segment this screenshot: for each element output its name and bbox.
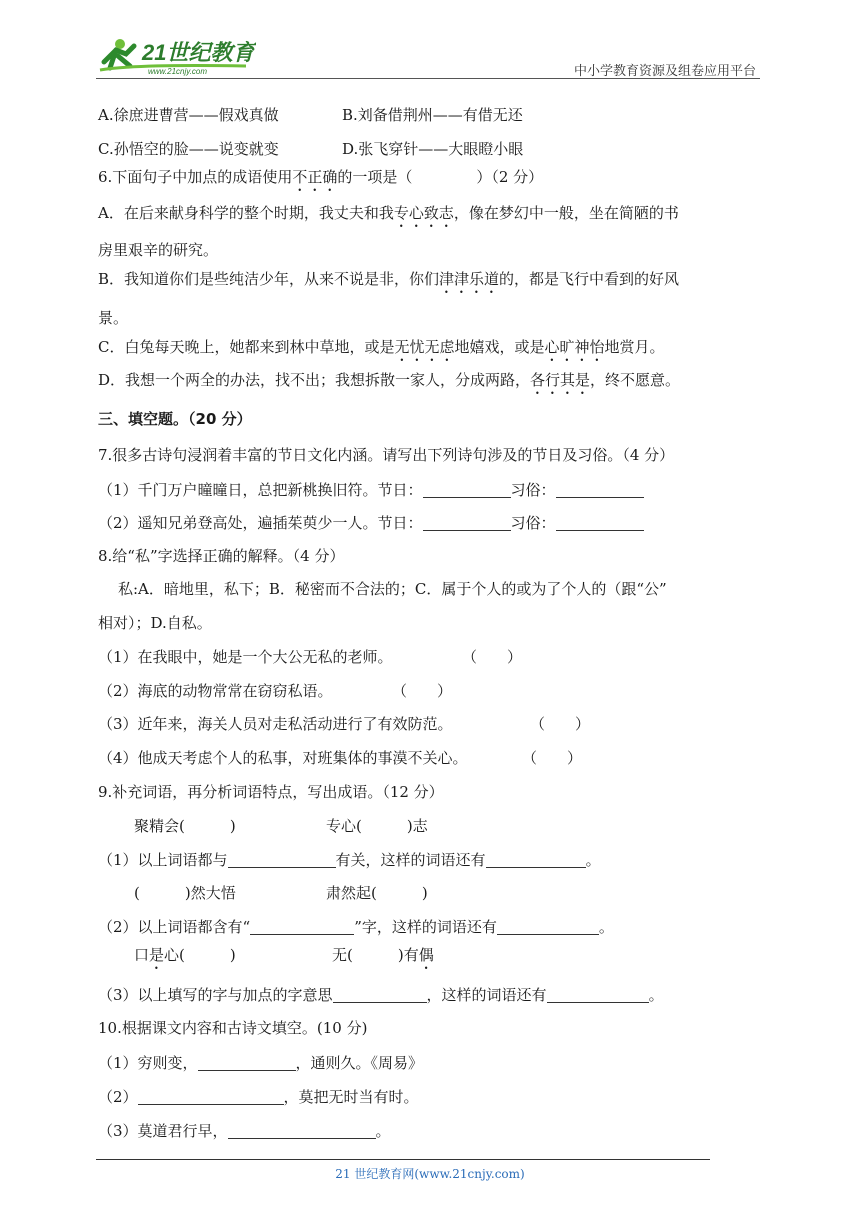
q9-word-5[interactable]: 口是心( )	[134, 946, 236, 964]
q5-option-c: C.孙悟空的脸——说变就变	[98, 140, 279, 158]
q8-answer-4[interactable]: （ ）	[522, 749, 583, 767]
q6-stem: 6.下面句子中加点的成语使用不正确的一项是（ ）（2 分）	[98, 168, 544, 186]
q10-item-3: （3）莫道君行早， 。	[98, 1122, 391, 1140]
q7-item-2: （2）遥知兄弟登高处，遍插茱萸少一人。节日： 习俗：	[98, 513, 644, 533]
footer-divider	[96, 1159, 710, 1160]
answer-blank[interactable]	[333, 986, 427, 1003]
q8-item-2: （2）海底的动物常常在窃窃私语。	[98, 682, 333, 700]
q6-emphasis: 不正确	[292, 168, 338, 186]
svg-text:www.21cnjy.com: www.21cnjy.com	[148, 67, 207, 76]
custom-blank[interactable]	[556, 514, 644, 531]
q8-answer-3[interactable]: （ ）	[530, 715, 591, 733]
q9-word-6[interactable]: 无( )有偶	[332, 946, 434, 964]
footer-link[interactable]: 21 世纪教育网(www.21cnjy.com)	[335, 1167, 525, 1181]
custom-blank[interactable]	[556, 481, 644, 498]
festival-blank[interactable]	[423, 514, 511, 531]
running-man-logo-icon	[96, 36, 256, 76]
q9-word-3[interactable]: ( )然大悟	[134, 884, 236, 902]
q10-stem: 10.根据课文内容和古诗文填空。(10 分)	[98, 1019, 368, 1037]
q8-item-3: （3）近年来，海关人员对走私活动进行了有效防范。	[98, 715, 453, 733]
answer-blank[interactable]	[486, 851, 586, 868]
q8-definitions: 私:A．暗地里，私下；B．秘密而不合法的；C．属于个人的或为了个人的（跟“公”	[118, 580, 667, 598]
q9-word-2[interactable]: 专心( )志	[326, 817, 428, 835]
q8-answer-1[interactable]: （ ）	[462, 648, 523, 666]
q9-analysis-2: （2）以上词语都含有“ ”字，这样的词语还有 。	[98, 918, 614, 936]
q8-answer-2[interactable]: （ ）	[392, 682, 453, 700]
answer-blank[interactable]	[497, 918, 599, 935]
q9-stem: 9.补充词语，再分析词语特点，写出成语。（12 分）	[98, 783, 444, 801]
section-title: 三、填空题。（20 分）	[98, 410, 252, 428]
answer-blank[interactable]	[198, 1054, 296, 1071]
q5-option-d: D.张飞穿针——大眼瞪小眼	[342, 140, 524, 158]
q8-definitions-cont: 相对）；D.自私。	[98, 614, 212, 632]
q5-option-b: B.刘备借荆州——有借无还	[342, 106, 523, 124]
q10-item-2: （2） ，莫把无时当有时。	[98, 1088, 419, 1106]
q6-option-a: A．在后来献身科学的整个时期，我丈夫和我专心致志，像在梦幻中一般，坐在简陋的书	[98, 204, 679, 222]
answer-blank[interactable]	[228, 851, 336, 868]
answer-blank[interactable]	[138, 1088, 284, 1105]
q9-word-1[interactable]: 聚精会( )	[134, 817, 236, 835]
platform-name: 中小学教育资源及组卷应用平台	[573, 64, 756, 79]
q6-option-a-cont: 房里艰辛的研究。	[98, 241, 219, 259]
q5-option-a: A.徐庶进曹营——假戏真做	[98, 106, 279, 124]
q9-analysis-1: （1）以上词语都与 有关，这样的词语还有 。	[98, 851, 601, 869]
festival-blank[interactable]	[423, 481, 511, 498]
q6-option-d: D．我想一个两全的办法，找不出；我想拆散一家人，分成两路，各行其是，终不愿意。	[98, 371, 681, 389]
q7-item-1: （1）千门万户曈曈日，总把新桃换旧符。节日： 习俗：	[98, 480, 644, 500]
q6-option-b: B．我知道你们是些纯洁少年，从来不说是非，你们津津乐道的，都是飞行中看到的好风	[98, 270, 680, 288]
answer-blank[interactable]	[250, 918, 354, 935]
answer-blank[interactable]	[228, 1122, 376, 1139]
q8-item-4: （4）他成天考虑个人的私事，对班集体的事漠不关心。	[98, 749, 468, 767]
header-divider	[96, 78, 760, 79]
q10-item-1: （1）穷则变， ，通则久。《周易》	[98, 1054, 424, 1072]
answer-blank[interactable]	[547, 986, 649, 1003]
q9-analysis-3: （3）以上填写的字与加点的字意思 ，这样的词语还有 。	[98, 986, 664, 1004]
svg-text:21世纪教育: 21世纪教育	[142, 40, 255, 65]
q7-stem: 7.很多古诗句浸润着丰富的节日文化内涵。请写出下列诗句涉及的节日及习俗。（4 分）	[98, 446, 675, 464]
site-logo	[96, 36, 256, 76]
q8-item-1: （1）在我眼中，她是一个大公无私的老师。	[98, 648, 393, 666]
q6-option-b-cont: 景。	[98, 309, 129, 327]
q6-option-c: C．白兔每天晚上，她都来到林中草地，或是无忧无虑地嬉戏，或是心旷神怡地赏月。	[98, 338, 665, 356]
q8-stem: 8.给“私”字选择正确的解释。（4 分）	[98, 547, 345, 565]
q9-word-4[interactable]: 肃然起( )	[326, 884, 428, 902]
